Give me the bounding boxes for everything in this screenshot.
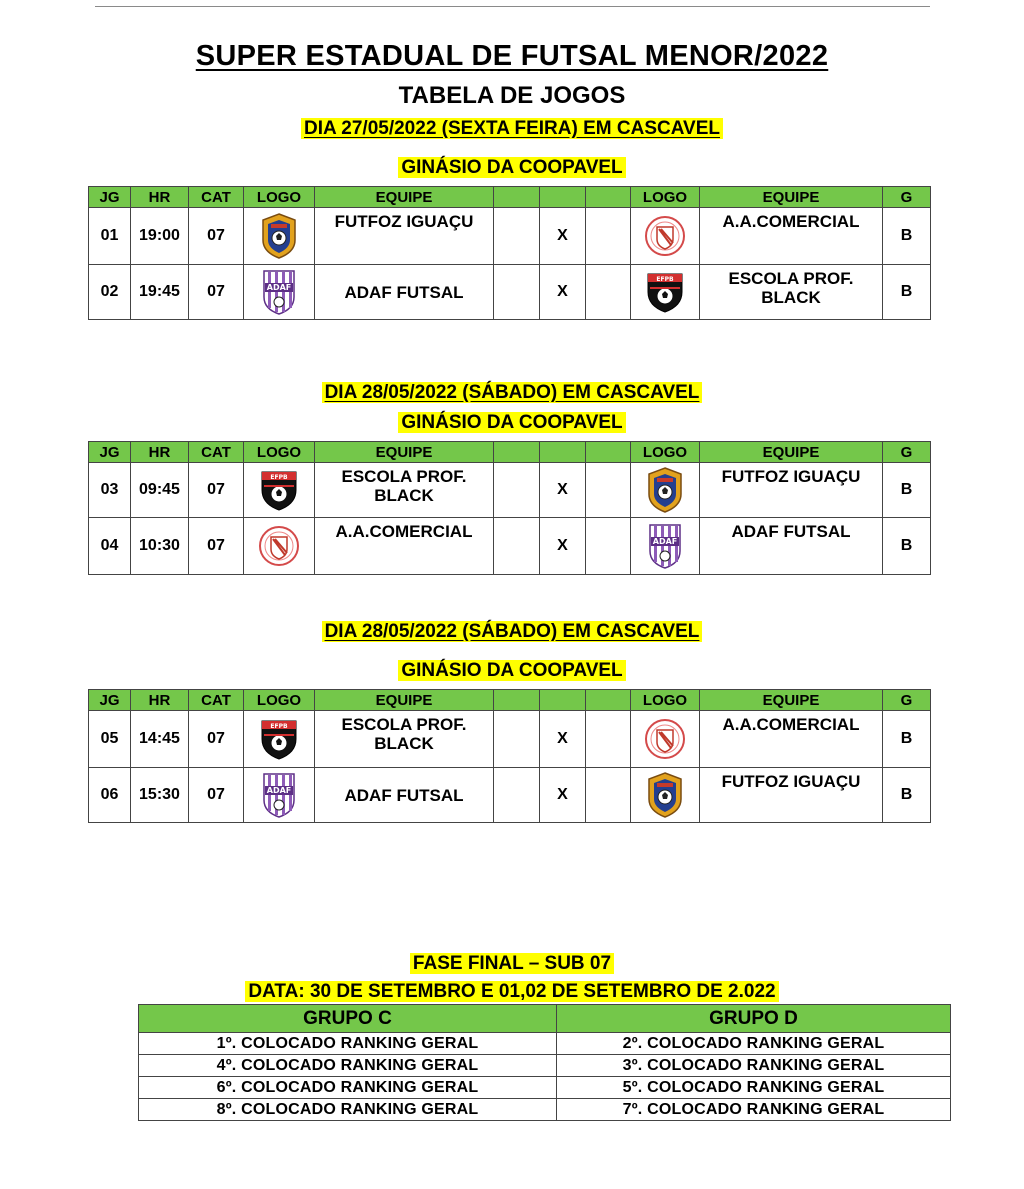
game-number: 03 (89, 463, 131, 518)
header-equipe: EQUIPE (315, 690, 494, 711)
final-row (139, 1077, 951, 1099)
home-team: ESCOLA PROF. BLACK (315, 711, 494, 768)
group-c-cell: 8º. COLOCADO RANKING GERAL (139, 1099, 557, 1121)
game-row (89, 208, 931, 265)
game-category: 07 (189, 518, 244, 575)
header-logo: LOGO (631, 690, 700, 711)
home-team: ESCOLA PROF. BLACK (315, 463, 494, 518)
game-row (89, 463, 931, 518)
page-title: SUPER ESTADUAL DE FUTSAL MENOR/2022 (195, 40, 829, 72)
game-row (89, 768, 931, 823)
home-team: ADAF FUTSAL (315, 768, 494, 823)
blank-cell (494, 208, 540, 265)
header-blank (540, 187, 586, 208)
header-jg: JG (89, 690, 131, 711)
svg-text:EFPB: EFPB (656, 276, 674, 283)
page-subtitle: TABELA DE JOGOS (398, 82, 626, 109)
black-logo (645, 270, 685, 314)
home-team: A.A.COMERCIAL (315, 518, 494, 575)
header-blank (494, 442, 540, 463)
game-time: 15:30 (131, 768, 189, 823)
group-c-cell: 1º. COLOCADO RANKING GERAL (139, 1033, 557, 1055)
home-logo-cell (244, 265, 315, 320)
game-time: 10:30 (131, 518, 189, 575)
table-header-row (89, 690, 931, 711)
top-rule (95, 6, 930, 7)
final-title: FASE FINAL – SUB 07 (0, 953, 1024, 975)
game-time: 19:45 (131, 265, 189, 320)
game-time: 14:45 (131, 711, 189, 768)
away-team: A.A.COMERCIAL (700, 208, 883, 265)
game-number: 05 (89, 711, 131, 768)
header-cat: CAT (189, 187, 244, 208)
away-team: FUTFOZ IGUAÇU (700, 768, 883, 823)
away-team: ADAF FUTSAL (700, 518, 883, 575)
final-row (139, 1033, 951, 1055)
versus: X (540, 518, 586, 575)
group-c-cell: 6º. COLOCADO RANKING GERAL (139, 1077, 557, 1099)
game-category: 07 (189, 768, 244, 823)
versus: X (540, 768, 586, 823)
final-row (139, 1055, 951, 1077)
game-group: B (883, 265, 931, 320)
away-logo-cell (631, 768, 700, 823)
header-logo: LOGO (631, 442, 700, 463)
game-category: 07 (189, 265, 244, 320)
day-1-venue: GINÁSIO DA COOPAVEL (0, 157, 1024, 179)
svg-text:EFPB: EFPB (270, 474, 288, 481)
black-logo (259, 717, 299, 761)
svg-text:ADAF: ADAF (266, 283, 292, 292)
header-equipe: EQUIPE (315, 187, 494, 208)
blank-cell (586, 463, 631, 518)
header-equipe: EQUIPE (700, 442, 883, 463)
game-time: 19:00 (131, 208, 189, 265)
header-cat: CAT (189, 690, 244, 711)
game-number: 04 (89, 518, 131, 575)
day-3-venue: GINÁSIO DA COOPAVEL (0, 660, 1024, 682)
group-d-cell: 5º. COLOCADO RANKING GERAL (557, 1077, 951, 1099)
header-blank (586, 690, 631, 711)
header-hr: HR (131, 187, 189, 208)
black-logo (259, 468, 299, 512)
day-3-table (88, 689, 931, 823)
home-team: FUTFOZ IGUAÇU (315, 208, 494, 265)
header-blank (494, 690, 540, 711)
game-category: 07 (189, 463, 244, 518)
header-blank (540, 690, 586, 711)
versus: X (540, 463, 586, 518)
game-group: B (883, 711, 931, 768)
game-number: 06 (89, 768, 131, 823)
futfoz-logo (259, 212, 299, 260)
comercial-logo (258, 525, 300, 567)
game-group: B (883, 768, 931, 823)
versus: X (540, 265, 586, 320)
game-row (89, 265, 931, 320)
home-logo-cell (244, 463, 315, 518)
header-logo: LOGO (244, 690, 315, 711)
away-logo-cell (631, 265, 700, 320)
header-logo: LOGO (631, 187, 700, 208)
blank-cell (494, 711, 540, 768)
game-category: 07 (189, 711, 244, 768)
home-logo-cell (244, 768, 315, 823)
group-c-header: GRUPO C (139, 1005, 557, 1033)
final-groups-table (138, 1004, 951, 1121)
game-time: 09:45 (131, 463, 189, 518)
comercial-logo (644, 215, 686, 257)
blank-cell (494, 518, 540, 575)
day-2-date: DIA 28/05/2022 (SÁBADO) EM CASCAVEL (0, 382, 1024, 404)
header-equipe: EQUIPE (700, 690, 883, 711)
game-number: 01 (89, 208, 131, 265)
game-group: B (883, 518, 931, 575)
home-logo-cell (244, 208, 315, 265)
away-logo-cell (631, 711, 700, 768)
blank-cell (494, 265, 540, 320)
away-team: ESCOLA PROF. BLACK (700, 265, 883, 320)
header-logo: LOGO (244, 442, 315, 463)
header-equipe: EQUIPE (700, 187, 883, 208)
header-g: G (883, 187, 931, 208)
svg-text:ADAF: ADAF (652, 537, 678, 546)
comercial-logo (644, 718, 686, 760)
day-1-date: DIA 27/05/2022 (SEXTA FEIRA) EM CASCAVEL (0, 118, 1024, 140)
day-1-table (88, 186, 931, 320)
adaf-logo (647, 523, 683, 569)
final-row (139, 1099, 951, 1121)
header-blank (586, 187, 631, 208)
game-group: B (883, 463, 931, 518)
home-logo-cell (244, 711, 315, 768)
group-d-header: GRUPO D (557, 1005, 951, 1033)
header-g: G (883, 690, 931, 711)
blank-cell (586, 768, 631, 823)
away-logo-cell (631, 463, 700, 518)
futfoz-logo (645, 771, 685, 819)
header-logo: LOGO (244, 187, 315, 208)
blank-cell (586, 711, 631, 768)
day-2-venue: GINÁSIO DA COOPAVEL (0, 412, 1024, 434)
header-equipe: EQUIPE (315, 442, 494, 463)
blank-cell (494, 768, 540, 823)
home-logo-cell (244, 518, 315, 575)
game-number: 02 (89, 265, 131, 320)
svg-text:EFPB: EFPB (270, 723, 288, 730)
table-header-row (89, 442, 931, 463)
futfoz-logo (645, 466, 685, 514)
away-logo-cell (631, 208, 700, 265)
svg-text:ADAF: ADAF (266, 786, 292, 795)
header-hr: HR (131, 690, 189, 711)
header-jg: JG (89, 442, 131, 463)
day-3-date: DIA 28/05/2022 (SÁBADO) EM CASCAVEL (0, 621, 1024, 643)
group-d-cell: 3º. COLOCADO RANKING GERAL (557, 1055, 951, 1077)
header-blank (494, 187, 540, 208)
game-category: 07 (189, 208, 244, 265)
header-blank (540, 442, 586, 463)
home-team: ADAF FUTSAL (315, 265, 494, 320)
game-row (89, 711, 931, 768)
away-team: FUTFOZ IGUAÇU (700, 463, 883, 518)
versus: X (540, 711, 586, 768)
blank-cell (586, 518, 631, 575)
group-d-cell: 2º. COLOCADO RANKING GERAL (557, 1033, 951, 1055)
blank-cell (586, 265, 631, 320)
day-2-table (88, 441, 931, 575)
header-cat: CAT (189, 442, 244, 463)
table-header-row (89, 187, 931, 208)
blank-cell (586, 208, 631, 265)
versus: X (540, 208, 586, 265)
final-date: DATA: 30 DE SETEMBRO E 01,02 DE SETEMBRO DE 2.022 (0, 981, 1024, 1003)
away-logo-cell (631, 518, 700, 575)
header-blank (586, 442, 631, 463)
group-d-cell: 7º. COLOCADO RANKING GERAL (557, 1099, 951, 1121)
away-team: A.A.COMERCIAL (700, 711, 883, 768)
game-group: B (883, 208, 931, 265)
adaf-logo (261, 269, 297, 315)
blank-cell (494, 463, 540, 518)
header-jg: JG (89, 187, 131, 208)
header-hr: HR (131, 442, 189, 463)
adaf-logo (261, 772, 297, 818)
header-g: G (883, 442, 931, 463)
group-c-cell: 4º. COLOCADO RANKING GERAL (139, 1055, 557, 1077)
game-row (89, 518, 931, 575)
